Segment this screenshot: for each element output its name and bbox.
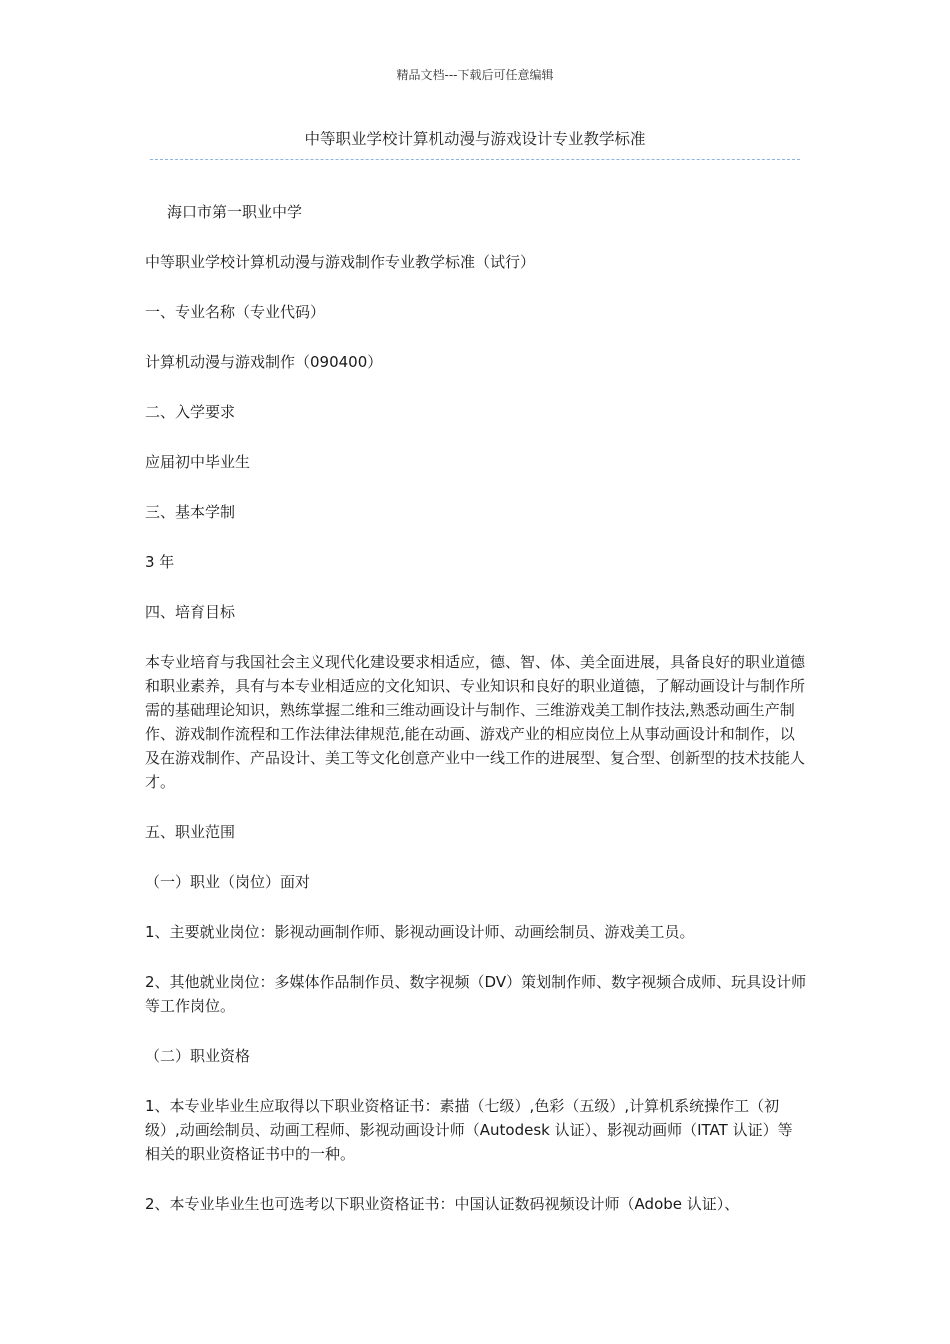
section-1-heading: 一、专业名称（专业代码）: [145, 303, 326, 321]
section-5-cert-1: 1、本专业毕业生应取得以下职业资格证书：素描（七级）,色彩（五级）,计算机系统操作工（初级）,动画绘制员、动画工程师、影视动画设计师（Autodesk 认证）、影视动画师（ITAT 认证）等相关的职业资格证书中的一种。: [145, 1097, 793, 1163]
section-5-cert-2: 2、本专业毕业生也可选考以下职业资格证书：中国认证数码视频设计师（Adobe 认证）、: [145, 1195, 740, 1213]
section-5-item-2: 2、其他就业岗位：多媒体作品制作员、数字视频（DV）策划制作师、数字视频合成师、玩具设计师等工作岗位。: [145, 973, 807, 1015]
section-4-heading: 四、培育目标: [145, 603, 236, 621]
document-title: 中等职业学校计算机动漫与游戏设计专业教学标准: [304, 130, 646, 148]
title-divider: [150, 159, 800, 160]
document-body: [145, 200, 807, 1216]
header-note: 精品文档---下载后可任意编辑: [396, 68, 554, 82]
section-5-item-1: 1、主要就业岗位：影视动画制作师、影视动画设计师、动画绘制员、游戏美工员。: [145, 923, 695, 941]
school-name: 海口市第一职业中学: [167, 203, 303, 221]
section-3-heading: 三、基本学制: [145, 503, 236, 521]
section-3-text: 3 年: [145, 553, 175, 571]
section-5-heading: 五、职业范围: [145, 823, 236, 841]
standard-title: 中等职业学校计算机动漫与游戏制作专业教学标准（试行）: [145, 253, 536, 271]
section-1-text: 计算机动漫与游戏制作（090400）: [145, 353, 383, 371]
section-5-subheading-2: （二）职业资格: [145, 1047, 251, 1065]
section-2-heading: 二、入学要求: [145, 403, 236, 421]
section-2-text: 应届初中毕业生: [145, 453, 251, 471]
section-4-text: 本专业培育与我国社会主义现代化建设要求相适应，德、智、体、美全面进展，具备良好的职业道德和职业素养，具有与本专业相适应的文化知识、专业知识和良好的职业道德，了解动画设计与制作所需的基础理论知识，熟练掌握二维和三维动画设计与制作、三维游戏美工制作技法,熟悉动画生产制作、游戏制作流程和工作法律法律规范,能在动画、游戏产业的相应岗位上从事动画设计和制作，以及在游戏制作、产品设计、美工等文化创意产业中一线工作的进展型、复合型、创新型的技术技能人才。: [145, 653, 806, 791]
section-5-subheading-1: （一）职业（岗位）面对: [145, 873, 311, 891]
